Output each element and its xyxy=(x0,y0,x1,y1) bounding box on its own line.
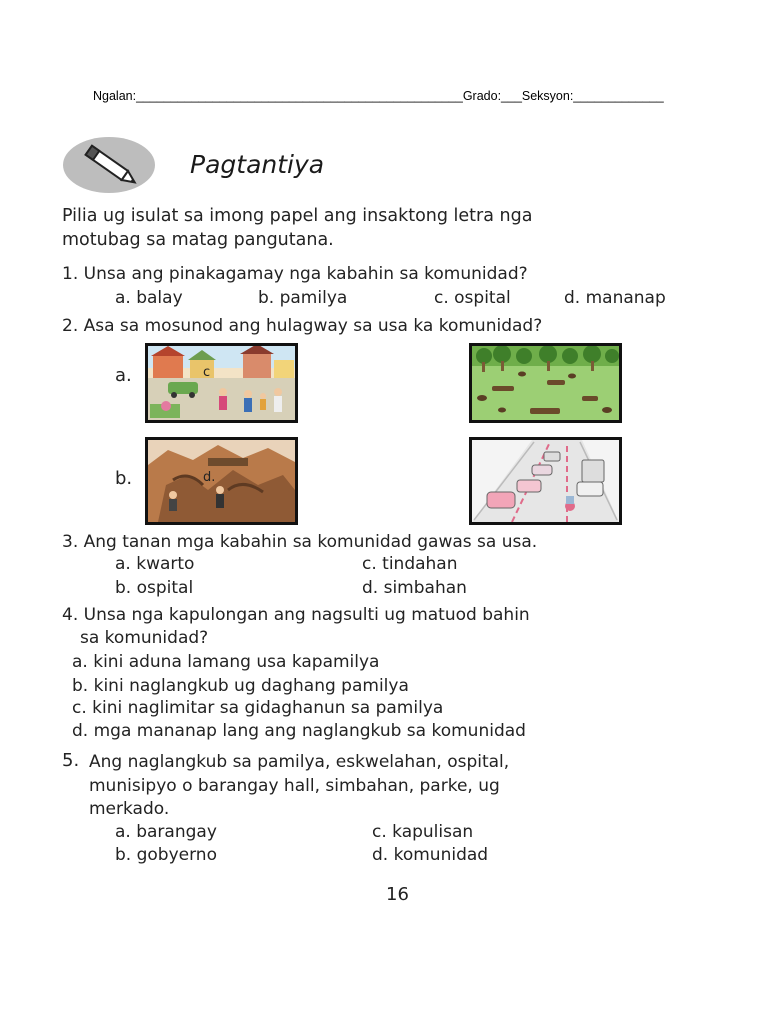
q1-option-c: c. ospital xyxy=(434,288,511,308)
q3-option-c: c. tindahan xyxy=(362,554,458,574)
picture-letter-c: c xyxy=(203,365,211,380)
q4-option-c: c. kini naglimitar sa gidaghanun sa pamilya xyxy=(72,698,444,718)
question-5-line-3: merkado. xyxy=(89,799,170,819)
q4-option-d: d. mga mananap lang ang naglangkub sa komunidad xyxy=(72,721,526,741)
instruction-line-1: Pilia ug isulat sa imong papel ang insaktong letra nga xyxy=(62,206,533,226)
q5-option-b: b. gobyerno xyxy=(115,845,217,865)
question-4-line-1: 4. Unsa nga kapulongan ang nagsulti ug matuod bahin xyxy=(62,605,530,625)
q2-label-b: b. xyxy=(115,468,133,489)
q4-option-b: b. kini naglangkub ug daghang pamilya xyxy=(72,676,409,696)
question-1: 1. Unsa ang pinakagamay nga kabahin sa komunidad? xyxy=(62,264,528,284)
q3-option-a: a. kwarto xyxy=(115,554,195,574)
community-picture xyxy=(145,343,298,423)
section-title: Pagtantiya xyxy=(190,150,325,179)
traffic-picture xyxy=(469,437,622,525)
question-5-line-2: munisipyo o barangay hall, simbahan, parke, ug xyxy=(89,776,500,796)
question-5-number: 5. xyxy=(62,750,80,771)
q3-option-d: d. simbahan xyxy=(362,578,467,598)
instruction-line-2: motubag sa matag pangutana. xyxy=(62,230,334,250)
q5-option-c: c. kapulisan xyxy=(372,822,474,842)
mountain-picture xyxy=(145,437,298,525)
picture-letter-d: d. xyxy=(203,470,216,485)
q5-option-a: a. barangay xyxy=(115,822,217,842)
q5-option-d: d. komunidad xyxy=(372,845,489,865)
student-info-line: Ngalan:_______________________________________________Grado:___Seksyon:_____________ xyxy=(93,89,664,103)
question-4-line-2: sa komunidad? xyxy=(80,628,209,648)
question-2: 2. Asa sa mosunod ang hulagway sa usa ka komunidad? xyxy=(62,316,543,336)
pencil-icon xyxy=(62,136,157,194)
forest-picture xyxy=(469,343,622,423)
q1-option-d: d. mananap xyxy=(564,288,666,308)
q1-option-b: b. pamilya xyxy=(258,288,348,308)
q1-option-a: a. balay xyxy=(115,288,183,308)
q4-option-a: a. kini aduna lamang usa kapamilya xyxy=(72,652,380,672)
page-number: 16 xyxy=(386,884,409,905)
question-5-line-1: Ang naglangkub sa pamilya, eskwelahan, ospital, xyxy=(89,752,510,772)
question-3: 3. Ang tanan mga kabahin sa komunidad gawas sa usa. xyxy=(62,532,538,552)
q2-label-a: a. xyxy=(115,365,132,386)
q3-option-b: b. ospital xyxy=(115,578,194,598)
